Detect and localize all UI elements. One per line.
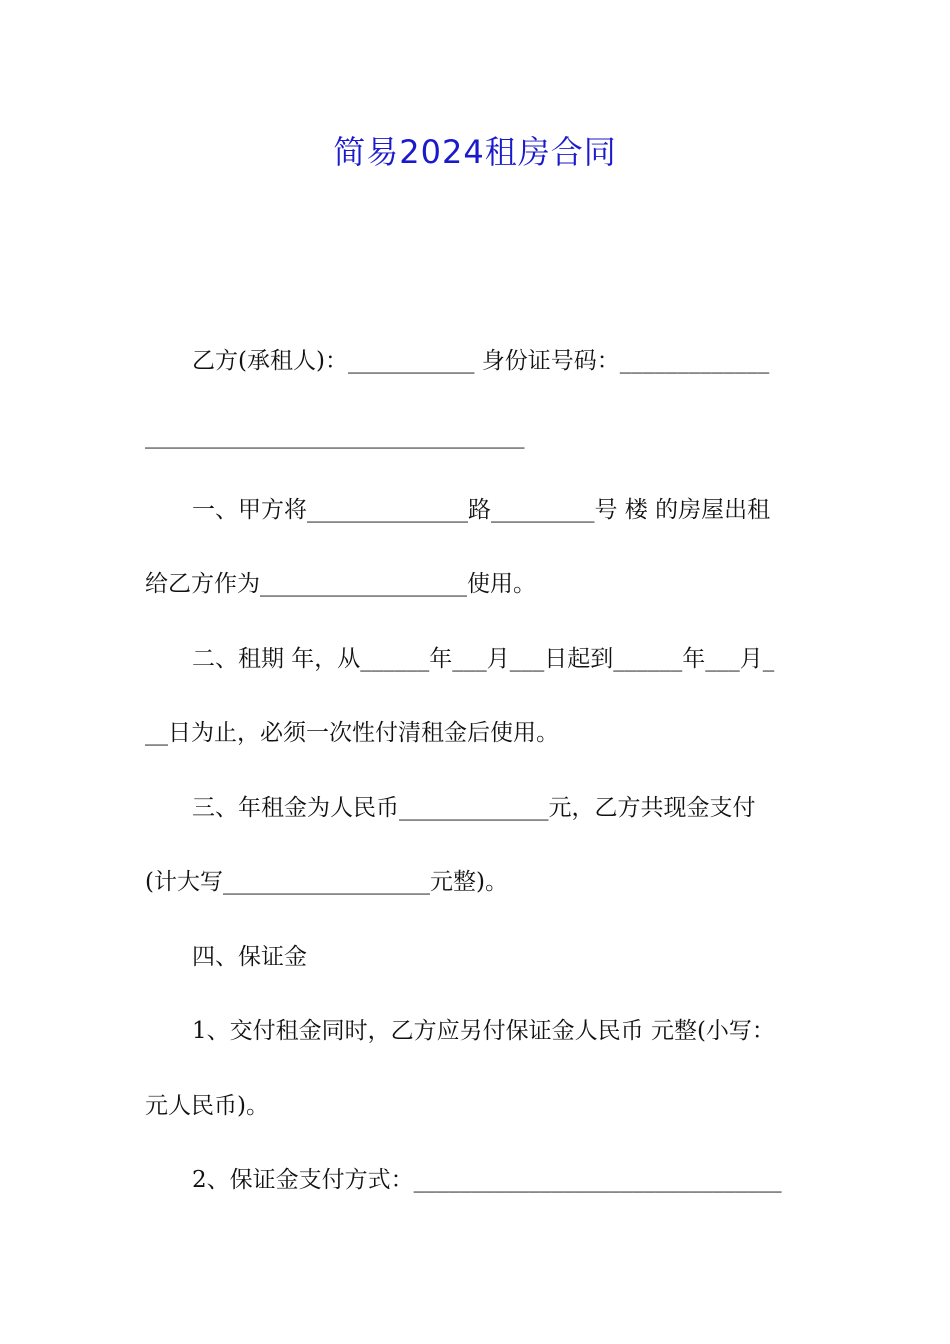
clause-1-line-2: 给乙方作为__________________使用。 <box>145 571 536 597</box>
deposit-item-1-line-1: 1、交付租金同时，乙方应另付保证金人民币 元整(小写： <box>192 1018 775 1044</box>
clause-3-line-2: (计大写__________________元整)。 <box>145 869 508 895</box>
clause-2-line-1: 二、租期 年，从______年___月___日起到______年___月_ <box>192 646 775 672</box>
clause-1-line-1: 一、甲方将______________路_________号 楼 的房屋出租 <box>192 497 771 523</box>
clause-2-line-2: __日为止，必须一次性付清租金后使用。 <box>145 720 559 746</box>
clause-4-heading: 四、保证金 <box>192 944 307 970</box>
clause-3-line-1: 三、年租金为人民币_____________元，乙方共现金支付 <box>192 795 756 821</box>
document-title: 简易2024租房合同 <box>333 133 617 171</box>
deposit-item-2-line: 2、保证金支付方式：________________________________ <box>192 1167 782 1193</box>
deposit-item-1-line-2: 元人民币)。 <box>145 1093 269 1119</box>
lessee-line-continued: _________________________________ <box>145 423 525 449</box>
lessee-line: 乙方(承租人)：___________ 身份证号码：_____________ <box>192 348 770 374</box>
